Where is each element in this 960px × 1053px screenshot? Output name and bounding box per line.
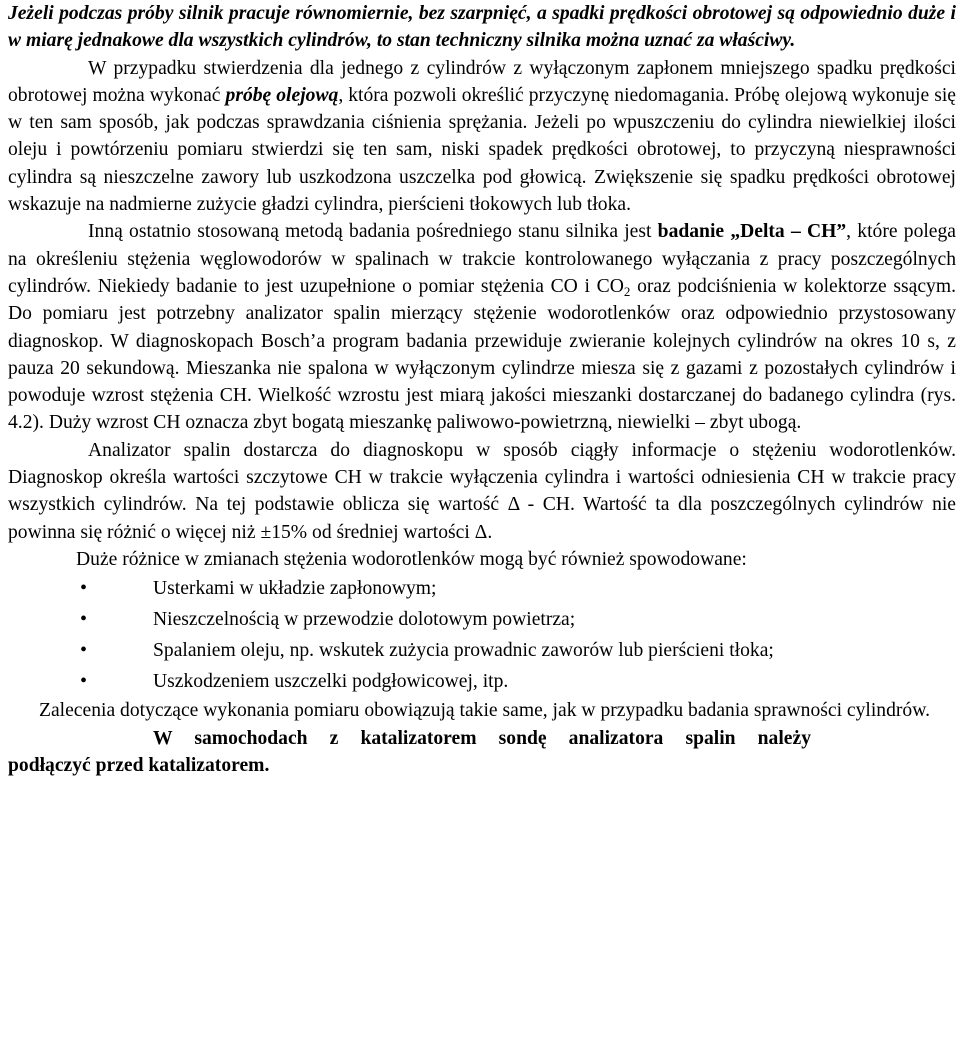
oil-test-term: próbę olejową [225,84,339,106]
list-item [8,666,956,697]
list-item [8,635,956,666]
oil-test-text-a: W przypadku stwierdzenia dla jednego z cylindrów z wyłączonym zapłonem mniejszego spadku prędkości obrotowej można wykonać [8,57,956,106]
catalyst-note-line2: podłączyć przed katalizatorem. [8,754,270,776]
catalyst-note-line1: W samochodach z katalizatorem sondę analizatora spalin należy [153,727,811,749]
paragraph-recommendations: Zalecenia dotyczące wykonania pomiaru obowiązują takie same, jak w przypadku badania sprawności cylindrów. [39,700,930,722]
bullet-icon: • [80,639,88,662]
delta-ch-term: badanie „Delta – CH” [657,221,847,243]
paragraph-conclusion: Jeżeli podczas próby silnik pracuje równomiernie, bez szarpnięć, a spadki prędkości obrotowej są odpowiednio duże i w miarę jednakowe dla wszystkich cylindrów, to stan techniczny silnika można uznać za właściwy. [8,3,956,52]
bullet-icon: • [80,670,88,693]
analyzer-text-b: - CH. Wartość ta dla poszczególnych cylindrów nie powinna się różnić o więcej niż ±15% od średniej wartości [8,494,957,543]
delta-ch-text-a: Inną ostatnio stosowaną metodą badania pośredniego stanu silnika jest [88,221,658,243]
paragraph-catalyst-note [8,725,956,780]
paragraph-oil-test [8,55,956,219]
oil-test-text-b: , która pozwoli określić przyczynę niedomagania. Próbę olejową wykonuje się w ten sam sposób, jak podczas sprawdzania ciśnienia sprężania. [8,84,957,134]
delta-symbol: Δ [474,521,488,543]
delta-ch-text-b: , które polega na określeniu stężenia węglowodorów w spalinach w trakcie kontrolowanego wyłączania z pracy poszczególnych cylindrów. Niekiedy badanie to jest uzupełnione o pomiar stężenia CO i CO [8,221,957,297]
causes-list [8,573,956,697]
paragraph-analyzer [8,437,956,546]
bullet-icon: • [80,577,88,600]
bullet-icon: • [80,608,88,631]
analyzer-text-a: Analizator spalin dostarcza do diagnoskopu w sposób ciągły informacje o stężeniu wodorotlenków. Diagnoskop określa wartości szczytowe CH w trakcie wyłączenia cylindra i wartości odniesienia CH w trakcie pracy wszystkich cylindrów. Na tej podstawie oblicza się wartość [8,439,956,516]
list-item-text: Nieszczelnością w przewodzie dolotowym powietrza; [153,609,576,631]
list-item [8,604,956,635]
oil-test-text-c: Jeżeli po wpuszczeniu do cylindra niewielkiej ilości oleju i powtórzeniu pomiaru stwierdzi się ten sam, niski spadek prędkości obrotowej, to przyczyną niesprawności cylindra są nieszczelne zawory lub uszkodzona uszczelka pod głowicą. Zwiększenie się spadku prędkości obrotowej wskazuje na nadmierne zużycie gładzi cylindra, pierścieni tłokowych lub tłoka. [8,112,956,216]
co2-subscript: 2 [623,283,631,299]
paragraph-delta-ch [8,218,956,436]
analyzer-text-c: . [487,521,493,543]
document-page [8,0,956,779]
list-item-text: Uszkodzeniem uszczelki podgłowicowej, itp. [153,671,509,693]
delta-symbol: Δ [507,494,520,516]
list-item-text: Spalaniem oleju, np. wskutek zużycia prowadnic zaworów lub pierścieni tłoka; [153,640,774,662]
list-item [8,573,956,604]
delta-ch-text-c: oraz podciśnienia w kolektorze ssącym. Do pomiaru jest potrzebny analizator spalin mierzący stężenie wodorotlenków oraz odpowiednio przystosowany diagnoskop. W diagnoskopach Bosch’a program badania przewiduje zwieranie kolejnych cylindrów na okres 10 s, z pauza 20 sekundową. Mieszanka nie spalona w wyłączonym cylindrze miesza się z gazami z pozostałych cylindrów i powoduje wzrost stężenia CH. Wielkość wzrostu jest miarą jakości mieszanki dostarczanej do badanego cylindra (rys. 4.2). Duży wzrost CH oznacza zbyt bogatą mieszankę paliwowo-powietrzną, niewielki – zbyt ubogą. [8,275,956,434]
list-item-text: Usterkami w układzie zapłonowym; [153,578,437,600]
paragraph-causes-intro: Duże różnice w zmianach stężenia wodorotlenków mogą być również spowodowane: [76,548,747,570]
